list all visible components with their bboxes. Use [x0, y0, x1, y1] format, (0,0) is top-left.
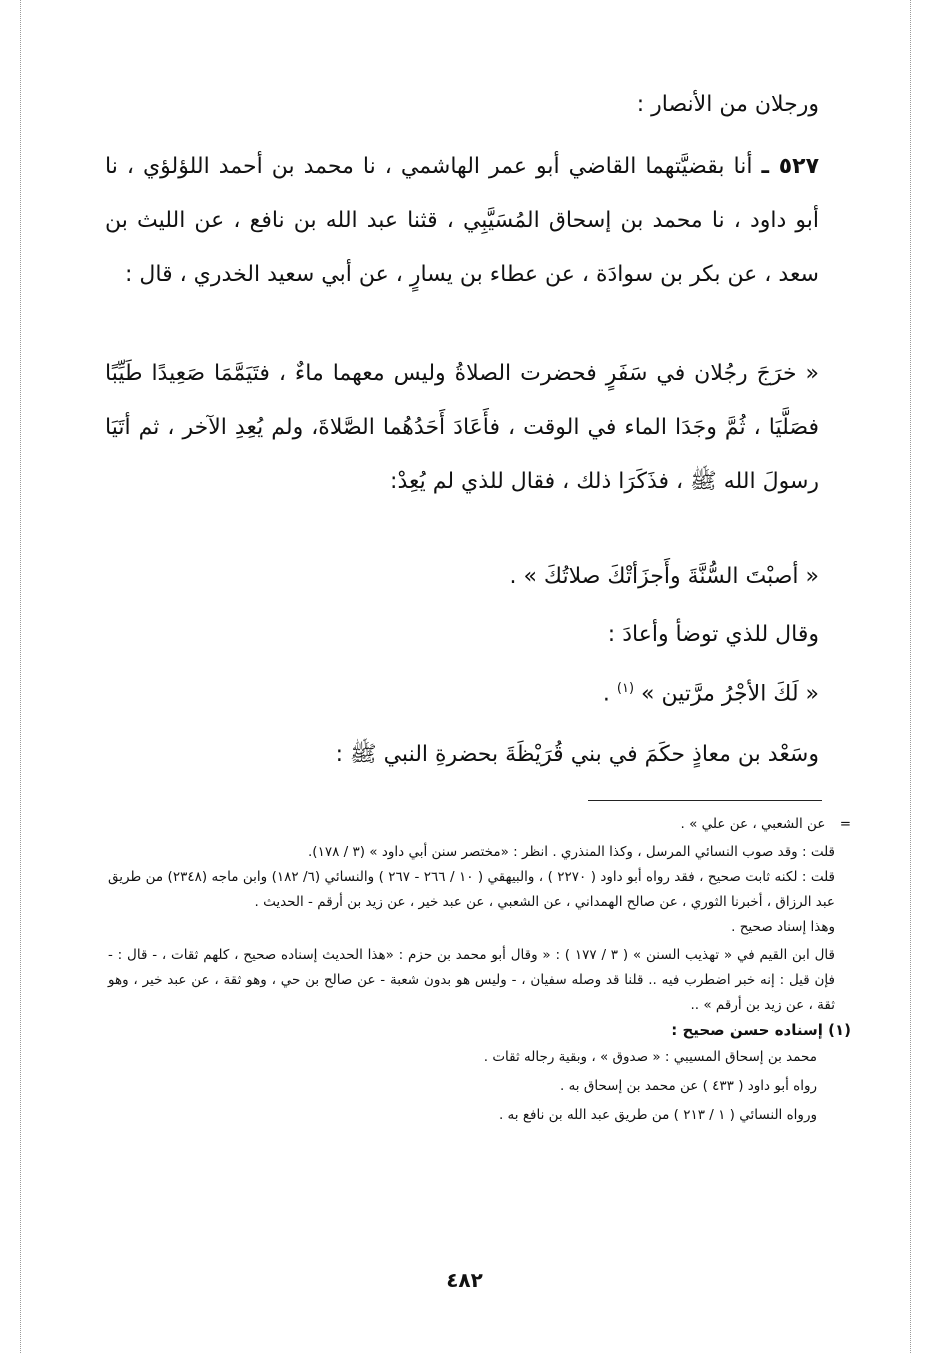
closing-text: وسَعْد بن معاذٍ حكَمَ في بني قُرَيْظَةَ بحضرةِ النبي ﷺ :: [335, 742, 819, 767]
hadith-number: ٥٢٧ ـ: [761, 154, 820, 179]
footnote-line: وهذا إسناد صحيح .: [731, 919, 835, 935]
footnote-line: قال ابن القيم في « تهذيب السنن » ( ٣ / ١٧٧ ) : « وقال أبو محمد بن حزم : «هذا الحديث إسناده صحيح ، كلهم ثقات ، - قال : - فإن قيل : إنه خبر اضطرب فيه .. قلنا قد وصله سفيان ، - وليس هو بدون شعبة - عن صالح بن حي ، وهو ثقة ، عن عبد خير ، وهو ثقة ، عن زيد بن أرقم » ..: [108, 947, 835, 1013]
footnote-line: = عن الشعبي ، عن علي » .: [680, 816, 851, 832]
quote-one-line: [105, 550, 837, 604]
page-number: ٤٨٢: [446, 1268, 483, 1292]
quote-one: « أصبْتَ السُّنَّةَ وأَجزَأتْكَ صلاتُكَ » .: [509, 564, 819, 589]
page-margin-left: [20, 0, 21, 1353]
quote-two-line: [105, 662, 837, 721]
second-speech: وقال للذي توضأ وأعادَ :: [607, 622, 819, 647]
footnotes: [108, 812, 851, 1130]
hadith-matn: « خرَجَ رجُلان في سَفَرٍ فحضرت الصلاةُ وليس معهما ماءٌ ، فتَيَمَّمَا صَعِيدًا طَيِّبًا فصَلَّيَا ، ثُمَّ وجَدَا الماء في الوقت ، فأَعَادَ أَحَدُهُما الصَّلاةَ، ولم يُعِدِ الآخر ، ثم أتَيَا رسولَ الله ﷺ ، فذَكَرَا ذلك ، فقال للذي لم يُعِدْ:: [105, 361, 819, 494]
footnote-line: قلت : وقد صوب النسائي المرسل ، وكذا المنذري . انظر : «مختصر سنن أبي داود » (٣ / ١٧٨).: [308, 844, 835, 860]
page-margin-right: [910, 0, 911, 1353]
hadith-matn-paragraph: [105, 347, 819, 509]
footnote-1-line: ورواه النسائي ( ١ / ٢١٣ ) من طريق عبد الله بن نافع به .: [498, 1107, 817, 1123]
hadith-isnad-paragraph: [105, 140, 819, 302]
second-speech-line: [105, 608, 819, 662]
quote-two-end: .: [602, 681, 610, 707]
footnote-ref-1[interactable]: (١): [616, 681, 635, 696]
closing-line: [105, 728, 819, 782]
footnote-1-line: رواه أبو داود ( ٤٣٣ ) عن محمد بن إسحاق به .: [559, 1078, 817, 1094]
quote-two: « لَكَ الأجْرُ مرَّتين »: [641, 681, 819, 707]
footnote-separator: [588, 800, 822, 801]
continuation-marker: =: [839, 816, 851, 832]
section-title: ورجلان من الأنصار :: [636, 92, 819, 117]
hadith-isnad: أنا بقضيَّتهما القاضي أبو عمر الهاشمي ، نا محمد بن أحمد اللؤلؤي ، نا أبو داود ، نا محمد بن إسحاق المُسَيَّبِي ، قثنا عبد الله بن نافع ، عن الليث بن سعد ، عن بكر بن سوادَة ، عن عطاء بن يسارٍ ، عن أبي سعيد الخدري ، قال :: [105, 154, 819, 287]
footnote-1-heading: (١) إسناده حسن صحيح :: [671, 1021, 851, 1039]
footnote-1-line: محمد بن إسحاق المسيبي : « صدوق » ، وبقية رجاله ثقات .: [483, 1049, 817, 1065]
footnote-line: قلت : لكنه ثابت صحيح ، فقد رواه أبو داود ( ٢٢٧٠ ) ، والبيهقي ( ١٠ / ٢٦٦ - ٢٦٧ ) والنسائي (٦/ ١٨٢) وابن ماجه (٢٣٤٨) من طريق عبد الرزاق ، أخبرنا الثوري ، عن صالح الهمداني ، عن الشعبي ، عن عبد خير ، عن زيد بن أرقم - الحديث .: [108, 869, 835, 910]
